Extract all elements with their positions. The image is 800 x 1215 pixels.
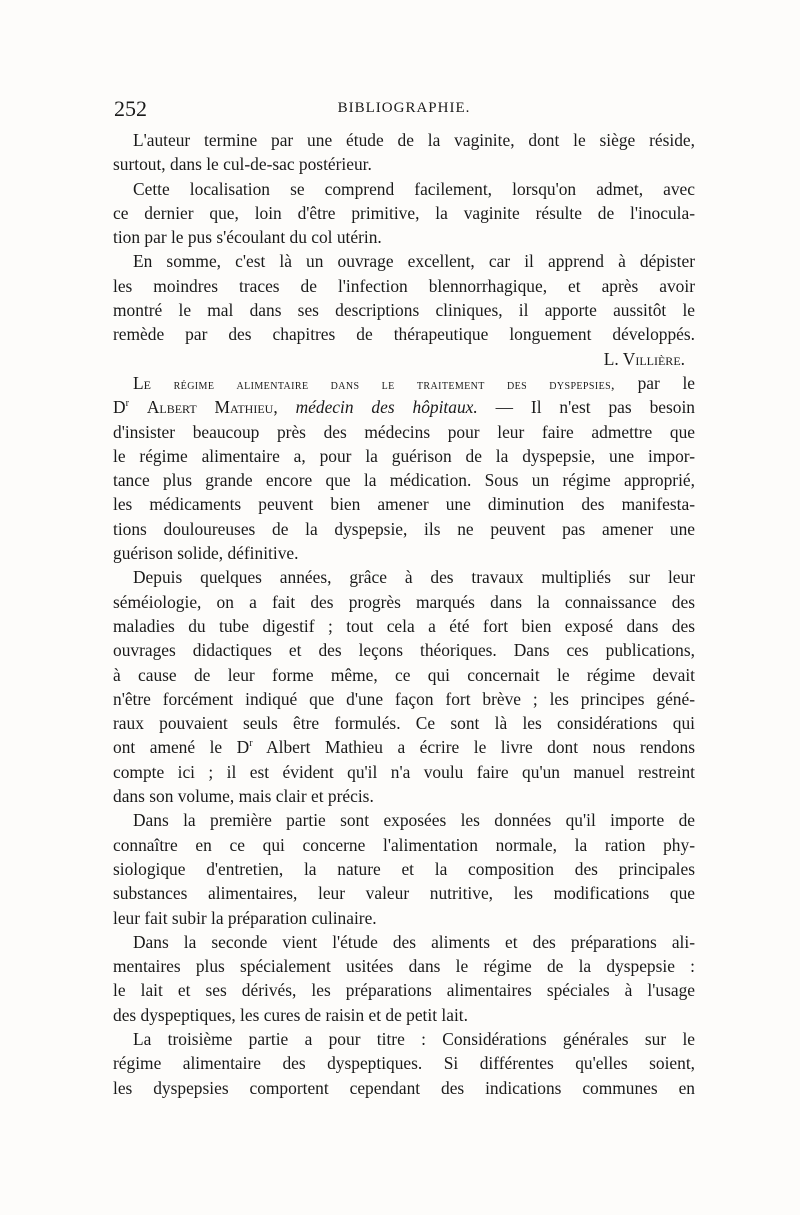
mathieu-after: Albert Mathieu a écrire le livre dont nous rendons <box>252 737 695 758</box>
text-line: les médicaments peuvent bien amener une diminution des manifesta- <box>113 494 695 515</box>
text-line: tion par le pus s'écoulant du col utérin. <box>113 227 382 248</box>
text-line: tions douloureuses de la dyspepsie, ils ne peuvent pas amener une <box>113 518 695 539</box>
text-line: mentaires plus spécialement usitées dans le régime de la dyspepsie : <box>113 956 695 977</box>
text-line: les dyspepsies comportent cependant des indications communes en <box>113 1077 695 1098</box>
text-line: tance plus grande encore que la médication. Sous un régime approprié, <box>113 470 695 491</box>
entry-title-line <box>113 371 695 395</box>
text-line: ouvrages didactiques et des leçons théoriques. Dans ces publications, <box>113 640 695 661</box>
entry-author-line <box>113 395 695 419</box>
author-name: Albert Mathieu, <box>146 397 278 418</box>
mathieu-sup: r <box>249 738 253 750</box>
text-line: Cette localisation se comprend facilement, lorsqu'on admet, avec <box>133 178 695 199</box>
entry-title-tail: par le <box>637 372 695 393</box>
entry-title: régime alimentaire dans le traitement des dyspepsies, <box>173 377 615 393</box>
header-title: BIBLIOGRAPHIE. <box>337 100 471 116</box>
running-head <box>114 96 694 124</box>
text-line: dans son volume, mais clair et précis. <box>113 786 374 807</box>
author-role: médecin des hôpitaux. <box>295 397 478 418</box>
text-line: des dyspeptiques, les cures de raisin et de petit lait. <box>113 1004 468 1025</box>
text-line: les moindres traces de l'infection blennorrhagique, et après avoir <box>113 275 695 296</box>
text-line: maladies du tube digestif ; tout cela a été fort bien exposé dans des <box>113 615 695 636</box>
review-signature: L. Villière. <box>603 348 685 369</box>
text-line: à cause de leur forme même, ce qui concernait le régime devait <box>113 664 695 685</box>
text-line: le lait et ses dérivés, les préparations alimentaires spéciales à l'usage <box>113 980 695 1001</box>
page-number: 252 <box>114 96 147 121</box>
text-line: substances alimentaires, leur valeur nutritive, les modifications que <box>113 883 695 904</box>
entry-title-first: Le <box>133 372 151 393</box>
entry-line-rest: — Il n'est pas besoin <box>495 397 695 418</box>
mathieu-line <box>113 735 695 759</box>
text-line: n'être forcément indiqué que d'une façon fort brève ; les principes géné- <box>113 688 695 709</box>
text-line: séméiologie, on a fait des progrès marqués dans la connaissance des <box>113 591 695 612</box>
text-line: guérison solide, définitive. <box>113 543 299 564</box>
text-line: Dans la seconde vient l'étude des aliments et des préparations ali- <box>133 931 695 952</box>
text-line: montré le mal dans ses descriptions cliniques, il apporte aussitôt le <box>113 300 695 321</box>
text-line: ce dernier que, loin d'être primitive, la vaginite résulte de l'inocula- <box>113 202 695 223</box>
mathieu-before: ont amené le D <box>113 737 250 758</box>
text-line: surtout, dans le cul-de-sac postérieur. <box>113 154 372 175</box>
text-line: L'auteur termine par une étude de la vaginite, dont le siège réside, <box>133 130 695 150</box>
text-line: compte ici ; il est évident qu'il n'a voulu faire qu'un manuel restreint <box>113 761 695 782</box>
page-body <box>113 128 695 1100</box>
text-line: Dans la première partie sont exposées les données qu'il importe de <box>133 810 695 831</box>
text-line: d'insister beaucoup près des médecins pour leur faire admettre que <box>113 421 695 442</box>
text-line: La troisième partie a pour titre : Considérations générales sur le <box>133 1028 695 1049</box>
text-line: raux pouvaient seuls être formulés. Ce sont là les considérations qui <box>113 713 695 734</box>
author-prefix: D <box>113 397 126 418</box>
text-line: le régime alimentaire a, pour la guérison de la dyspepsie, une impor- <box>113 445 695 466</box>
text-line: leur fait subir la préparation culinaire. <box>113 907 377 928</box>
text-line: En somme, c'est là un ouvrage excellent, car il apprend à dépister <box>133 251 695 272</box>
text-line: connaître en ce qui concerne l'alimentation normale, la ration phy- <box>113 834 695 855</box>
text-line: remède par des chapitres de thérapeutique longuement développés. <box>113 324 695 345</box>
text-line: régime alimentaire des dyspeptiques. Si différentes qu'elles soient, <box>113 1053 695 1074</box>
text-line: Depuis quelques années, grâce à des travaux multipliés sur leur <box>133 567 695 588</box>
text-line: siologique d'entretien, la nature et la composition des principales <box>113 858 695 879</box>
author-sup: r <box>125 398 129 410</box>
